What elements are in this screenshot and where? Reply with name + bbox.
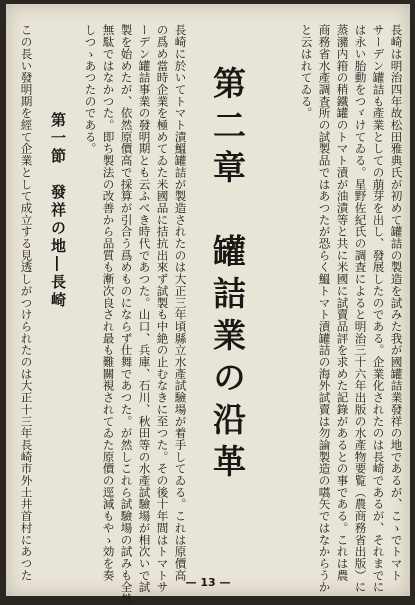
page-number: — 13 — <box>185 576 231 589</box>
text-column-11: 無駄ではなかつた。即ち製法の改善から品質も漸次良され最も難關視されてゐた原價の逕減もやゝ効を奏 <box>101 24 116 581</box>
text-column-4: 蒸瀦内箝の稍鐵罐のトマト漬が油漬等と共に米國に試賣品評を求めた記錄があるとの事である。これは農 <box>335 24 350 581</box>
text-column-8: の爲め當時企業を極めてゐた米國品に拮抗出來ず試製も中絶の止むなきに至つた。その後十年間はトマトサ <box>155 24 170 593</box>
text-column-3: は永い胎動をつゞけてゐる。星野佐紀氏の調査によると明治三十六年出版の水產物要覧（農商務省出版）に <box>353 24 368 593</box>
text-column-7: 長崎に於いてトマト漬鰮罐詰が製造されたのは大正三年頃縣立水產試驗場が着手してゐる。これは原價高 <box>173 24 188 581</box>
text-column-9: ーデン罐詰事業の發明期とも云ふべき時代であつた。山口、兵庫、石川、秋田等の水產試驗場が相次いで試 <box>137 24 152 593</box>
text-column-13: この長い發明期を經て企業として成立する見透しがつけられたのは大正十三年長崎市外土井首村にあつた <box>19 24 34 581</box>
text-column-1: 長崎は明治四年故松田雅典氏が初めて罐詰の製造を試みた我が國罐詰業發祥の地であるが、こゝでトマト <box>389 24 404 581</box>
text-column-6: と云はれてゐる。 <box>299 24 314 119</box>
text-column-2: サーデン罐詰も產業としての萠芽を出し、發展したのである。企業化されたのは長崎であるが、それまでに <box>371 24 386 593</box>
chapter-title: 第二章 罐詰業の沿革 <box>208 66 247 486</box>
text-column-10: 製を始めたが、依然原價高で採算が引合う爲めものにならず仕舞であつた。が然しこれら試驗場の試みも全然 <box>119 24 134 605</box>
text-column-5: 商務省水產調査所の試製品ではあつたが恐らく鰮トマト漬罐詰の海外試賣は勿論製造の嚆矢ではなからうか <box>317 24 332 593</box>
section-title: 第一節 發祥の地―長崎 <box>49 112 67 310</box>
text-column-12: しつゝあつたのである。 <box>83 24 98 155</box>
book-page <box>6 4 410 605</box>
